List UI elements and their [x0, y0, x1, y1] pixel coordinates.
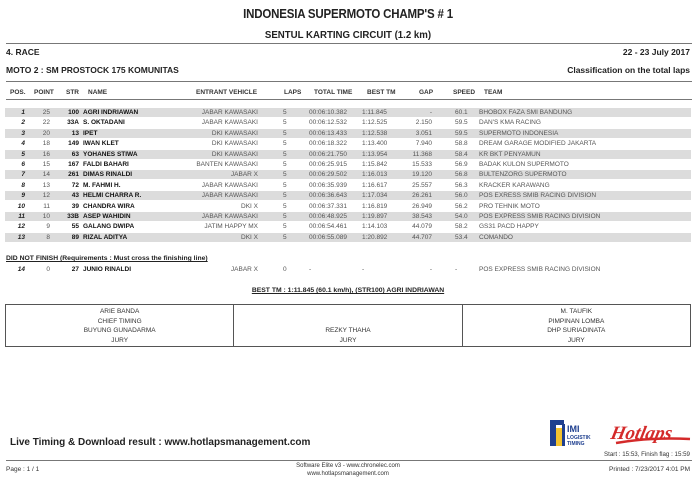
cell-total: 00:06:21.750: [309, 150, 347, 158]
table-top-rule: [6, 81, 692, 82]
cell-str: 261: [68, 171, 79, 179]
cell-laps: 5: [283, 192, 287, 200]
cell-pos: 11: [18, 213, 25, 220]
cell-name: IWAN KLET: [83, 140, 119, 148]
officials-col-center: [234, 305, 462, 346]
cell-team: BADAK KULON SUPERMOTO: [479, 161, 569, 168]
cell-pos: 2: [21, 119, 25, 127]
col-vehicle: ENTRANT VEHICLE: [196, 89, 258, 96]
cell-gap: 3.051: [415, 129, 432, 137]
cell-team: POS EXRESS SMIB RACING DIVISION: [479, 192, 597, 200]
cell-laps: 5: [283, 119, 287, 127]
cell-str: 43: [71, 192, 79, 200]
table-row: [5, 212, 691, 221]
official-name: M. TAUFIK: [560, 308, 593, 315]
cell-laps: 5: [283, 233, 287, 241]
col-laps: LAPS: [284, 89, 302, 96]
official-role: PIMPINAN LOMBA: [548, 317, 605, 325]
cell-vehicle: DKI KAWASAKI: [211, 140, 258, 148]
cell-gap: 11.368: [412, 150, 432, 158]
imi-logo: [550, 420, 606, 450]
cell-point: 22: [42, 119, 50, 127]
printed-timestamp: Printed : 7/23/2017 4:01 PM: [609, 466, 690, 473]
cell-total: 00:06:55.089: [309, 233, 347, 241]
cell-speed: -: [455, 266, 458, 273]
cell-best: 1:13.400: [362, 140, 388, 148]
table-row: [5, 191, 691, 200]
hotlaps-logo: [610, 419, 694, 449]
classification-note: Classification on the total laps: [567, 65, 690, 75]
cell-str: 89: [71, 233, 79, 241]
race-label: 4. RACE: [6, 47, 40, 57]
cell-speed: 56.0: [455, 192, 468, 200]
cell-total: 00:06:29.502: [309, 171, 347, 179]
cell-laps: 5: [283, 109, 287, 116]
cell-str: 100: [68, 109, 79, 116]
col-speed: SPEED: [453, 89, 476, 96]
live-timing-link[interactable]: Live Timing & Download result : www.hotlapsmanagement.com: [10, 436, 311, 448]
cell-pos: 7: [21, 171, 25, 179]
cell-gap: 15.533: [412, 161, 432, 168]
cell-vehicle: JABAR KAWASAKI: [201, 192, 258, 200]
cell-gap: 38.543: [412, 213, 432, 220]
cell-best: 1:20.892: [362, 233, 388, 241]
cell-laps: 5: [283, 150, 287, 158]
col-team: TEAM: [484, 89, 503, 96]
cell-laps: 5: [283, 171, 287, 179]
page-number: Page : 1 / 1: [6, 466, 40, 473]
official-role: JURY: [111, 336, 129, 344]
col-best-tm: BEST TM: [367, 89, 396, 96]
cell-laps: 5: [283, 129, 287, 137]
cell-str: 27: [71, 266, 79, 273]
cell-gap: 44.707: [412, 233, 432, 241]
cell-name: M. FAHMI H.: [83, 181, 121, 189]
official-name: BUYUNG GUNADARMA: [83, 327, 156, 334]
cell-team: GS31 PACD HAPPY: [479, 223, 539, 231]
cell-team: COMANDO: [479, 233, 513, 241]
col-pos: POS.: [10, 89, 26, 96]
cell-laps: 5: [283, 223, 287, 231]
cell-gap: -: [429, 109, 432, 116]
table-row: [5, 150, 691, 159]
cell-name: YOHANES STIWA: [83, 150, 138, 158]
cell-best: -: [362, 266, 365, 273]
cell-total: 00:06:25.915: [309, 161, 347, 168]
cell-point: 11: [43, 202, 50, 210]
software-credit: [0, 462, 696, 478]
cell-point: 25: [42, 109, 50, 116]
svg-text:IMI: IMI: [567, 424, 580, 434]
dnf-title: DID NOT FINISH (Requirements : Must cross the finishing line): [6, 255, 208, 262]
cell-point: 10: [42, 213, 50, 220]
event-date: 22 - 23 July 2017: [622, 47, 690, 57]
cell-speed: 56.3: [455, 181, 468, 189]
category-label: MOTO 2 : SM PROSTOCK 175 KOMUNITAS: [6, 65, 179, 75]
table-row: [5, 170, 691, 179]
cell-team: DAN'S KMA RACING: [479, 119, 541, 127]
cell-name: FALDI BAHARI: [83, 161, 129, 168]
imi-logo-mark: [550, 420, 606, 450]
cell-gap: 19.120: [412, 171, 432, 179]
cell-total: 00:06:48.925: [309, 213, 347, 220]
cell-name: JUNIO RINALDI: [83, 266, 132, 273]
table-row: [5, 160, 691, 169]
cell-best: 1:17.034: [362, 192, 388, 200]
cell-speed: 56.2: [455, 202, 468, 210]
cell-name: CHANDRA WIRA: [83, 202, 135, 210]
cell-str: 55: [71, 223, 79, 231]
cell-point: 13: [42, 181, 50, 189]
cell-point: 18: [42, 140, 50, 148]
cell-vehicle: JABAR KAWASAKI: [201, 109, 258, 116]
cell-team: BHOBOX FAZA SMI BANDUNG: [479, 109, 573, 116]
cell-laps: 5: [283, 202, 287, 210]
cell-speed: 58.4: [455, 150, 468, 158]
official-name: DHP SURIADINATA: [547, 327, 606, 334]
cell-pos: 9: [21, 192, 25, 200]
cell-vehicle: JABAR X: [230, 266, 258, 273]
cell-vehicle: DKI X: [241, 202, 258, 210]
table-row: [5, 118, 691, 127]
cell-laps: 5: [283, 140, 287, 148]
cell-total: 00:06:13.433: [309, 129, 347, 137]
cell-name: IPET: [83, 129, 98, 137]
cell-name: HELMI CHARRA R.: [83, 192, 142, 200]
cell-laps: 5: [283, 161, 287, 168]
hotlaps-logo-mark: [610, 419, 694, 449]
col-point: POINT: [34, 89, 54, 96]
cell-speed: 53.4: [455, 233, 468, 241]
cell-gap: 2.150: [415, 119, 432, 127]
cell-str: 13: [71, 129, 79, 137]
cell-point: 9: [46, 223, 50, 231]
cell-team: POS EXPRESS SMIB RACING DIVISION: [479, 213, 601, 220]
cell-vehicle: DKI KAWASAKI: [211, 129, 258, 137]
cell-pos: 8: [21, 181, 25, 189]
svg-text:TIMING: TIMING: [567, 441, 585, 447]
header-rule: [6, 43, 692, 44]
table-row: [5, 233, 691, 242]
cell-gap: 26.261: [412, 192, 432, 200]
cell-total: 00:06:35.939: [309, 181, 347, 189]
cell-pos: 3: [21, 129, 25, 137]
cell-str: 33A: [67, 119, 79, 127]
cell-speed: 54.0: [455, 213, 468, 220]
cell-total: 00:06:37.331: [309, 202, 347, 210]
cell-team: DREAM GARAGE MODIFIED JAKARTA: [479, 140, 597, 148]
cell-gap: 25.557: [412, 181, 432, 189]
cell-speed: 59.5: [455, 119, 468, 127]
cell-speed: 58.8: [455, 140, 468, 148]
cell-best: 1:19.897: [362, 213, 388, 220]
cell-team: POS EXPRESS SMIB RACING DIVISION: [479, 266, 601, 273]
cell-team: KRACKER KARAWANG: [479, 181, 550, 189]
cell-vehicle: JABAR KAWASAKI: [201, 181, 258, 189]
table-row: [5, 222, 691, 231]
cell-vehicle: BANTEN KAWASAKI: [196, 161, 258, 168]
table-row: [5, 202, 691, 211]
cell-speed: 56.9: [455, 161, 468, 168]
cell-total: -: [309, 266, 312, 273]
official-name: REZKY THAHA: [325, 327, 371, 334]
svg-text:LOGISTIK: LOGISTIK: [567, 435, 591, 441]
official-role: CHIEF TIMING: [97, 317, 142, 325]
table-row: [5, 108, 691, 117]
software-line-2[interactable]: www.hotlapsmanagement.com: [307, 471, 389, 477]
circuit-title: SENTUL KARTING CIRCUIT (1.2 km): [264, 29, 432, 41]
cell-speed: 60.1: [455, 109, 468, 116]
cell-str: 167: [68, 161, 79, 168]
official-role: JURY: [339, 336, 357, 344]
cell-pos: 12: [17, 223, 25, 231]
cell-total: 00:06:54.461: [309, 223, 347, 231]
cell-point: 20: [42, 129, 50, 137]
cell-str: 33B: [67, 213, 79, 220]
officials-col-right: [463, 305, 690, 346]
cell-total: 00:06:18.322: [309, 140, 347, 148]
cell-str: 63: [71, 150, 79, 158]
cell-laps: 5: [283, 213, 287, 220]
cell-team: KR BKT PENYAMUN: [479, 150, 541, 158]
cell-gap: -: [429, 266, 432, 273]
best-lap: BEST TM : 1:11.845 (60.1 km/h), (STR100) AGRI INDRIAWAN: [251, 287, 445, 294]
cell-vehicle: JABAR KAWASAKI: [201, 213, 258, 220]
cell-best: 1:14.103: [362, 223, 388, 231]
cell-name: DIMAS RINALDI: [83, 171, 133, 179]
col-gap: GAP: [419, 89, 434, 96]
cell-name: GALANG DWIPA: [83, 223, 135, 231]
table-row: [5, 129, 691, 138]
col-name: NAME: [88, 89, 108, 96]
cell-total: 00:06:36.643: [309, 192, 347, 200]
cell-pos: 10: [17, 202, 25, 210]
svg-text:Hotlaps: Hotlaps: [610, 423, 675, 444]
cell-point: 14: [42, 171, 50, 179]
officials-box: [5, 304, 691, 347]
cell-name: RIZAL ADITYA: [83, 233, 128, 241]
cell-vehicle: JABAR KAWASAKI: [201, 119, 258, 127]
cell-pos: 6: [21, 161, 25, 168]
cell-team: PRO TEHNIK MOTO: [479, 202, 540, 210]
cell-speed: 56.8: [455, 171, 468, 179]
officials-col-left: [6, 305, 234, 346]
header-bottom-rule: [6, 99, 692, 100]
cell-gap: 44.079: [412, 223, 432, 231]
table-row: [5, 181, 691, 190]
cell-str: 72: [71, 181, 79, 189]
col-total-time: TOTAL TIME: [314, 89, 353, 96]
software-line-1: Software Elite v3 - www.chronelec.com: [296, 463, 400, 469]
cell-pos: 1: [21, 109, 25, 116]
cell-best: 1:15.842: [362, 161, 388, 168]
table-row: [5, 139, 691, 148]
cell-best: 1:12.538: [362, 129, 388, 137]
cell-speed: 58.2: [455, 223, 468, 231]
col-str: STR: [66, 89, 79, 96]
cell-laps: 0: [283, 266, 287, 273]
cell-str: 39: [71, 202, 79, 210]
cell-gap: 26.949: [412, 202, 432, 210]
event-title: INDONESIA SUPERMOTO CHAMP'S # 1: [243, 7, 453, 21]
footer-rule: [6, 460, 692, 461]
cell-best: 1:11.845: [362, 109, 387, 116]
cell-gap: 7.940: [415, 140, 432, 148]
cell-best: 1:16.819: [362, 202, 388, 210]
cell-team: SUPERMOTO INDONESIA: [479, 129, 559, 137]
official-name: ARIE BANDA: [99, 308, 140, 315]
cell-vehicle: JABAR X: [230, 171, 258, 179]
cell-vehicle: DKI X: [241, 233, 258, 241]
cell-total: 00:06:10.382: [309, 109, 347, 116]
cell-best: 1:16.617: [362, 181, 388, 189]
official-role: JURY: [567, 336, 585, 344]
cell-pos: 5: [21, 150, 25, 158]
table-row: [5, 265, 691, 274]
cell-point: 16: [42, 150, 50, 158]
cell-vehicle: JATIM HAPPY MX: [204, 223, 258, 231]
cell-name: AGRI INDRIAWAN: [83, 109, 139, 116]
cell-pos: 4: [21, 140, 25, 148]
cell-vehicle: DKI KAWASAKI: [211, 150, 258, 158]
cell-point: 8: [46, 233, 50, 241]
start-finish-times: Start : 15:53, Finish flag : 15:59: [604, 451, 690, 458]
cell-name: S. OKTADANI: [83, 119, 125, 127]
cell-best: 1:16.013: [362, 171, 388, 179]
cell-str: 149: [68, 140, 79, 148]
cell-team: BULTENZORG SUPERMOTO: [479, 171, 567, 179]
cell-best: 1:13.954: [362, 150, 388, 158]
cell-pos: 14: [17, 266, 25, 273]
cell-name: ASEP WAHIDIN: [83, 213, 131, 220]
cell-best: 1:12.525: [362, 119, 388, 127]
cell-total: 00:06:12.532: [309, 119, 347, 127]
cell-speed: 59.5: [455, 129, 468, 137]
cell-point: 12: [42, 192, 50, 200]
cell-point: 0: [46, 266, 50, 273]
cell-laps: 5: [283, 181, 287, 189]
cell-point: 15: [42, 161, 50, 168]
cell-pos: 13: [17, 233, 25, 241]
